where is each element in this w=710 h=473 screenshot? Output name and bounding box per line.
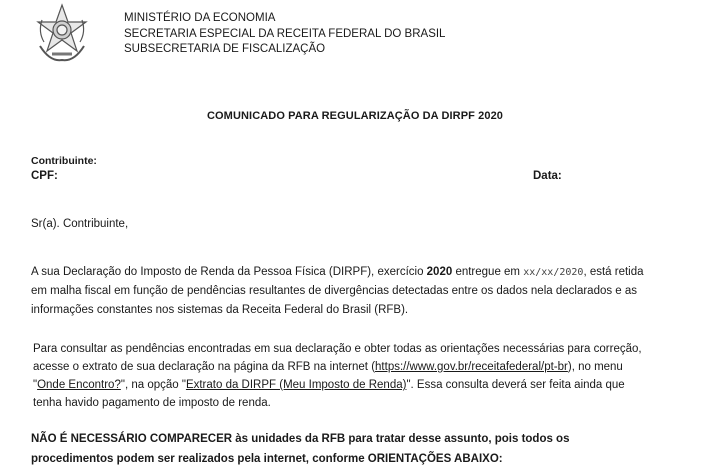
paragraph-instructions: [33, 340, 693, 412]
text-span: ", na opção ": [120, 379, 186, 391]
date-label: Data:: [533, 170, 562, 182]
greeting: Sr(a). Contribuinte,: [31, 218, 129, 230]
cpf-value: [80, 170, 110, 184]
text-span: , está retida: [583, 266, 644, 278]
text-span: A sua Declaração do Imposto de Renda da Pessoa Física (DIRPF), exercício: [31, 266, 427, 278]
text-span: acesse o extrato de sua declaração na página da RFB na internet (: [33, 361, 376, 373]
text-span: entregue em: [452, 266, 524, 278]
paragraph-line: procedimentos podem ser realizados pela internet, conforme ORIENTAÇÕES ABAIXO:: [31, 452, 503, 465]
contribuinte-label: Contribuinte:: [31, 155, 97, 167]
paragraph-line: Para consultar as pendências encontradas em sua declaração e obter todas as orientações necessárias para correção,: [33, 343, 642, 355]
paragraph-line: [31, 263, 691, 282]
ministry-name: MINISTÉRIO DA ECONOMIA: [124, 12, 276, 24]
extrato-dirpf-link[interactable]: Extrato da DIRPF (Meu Imposto de Renda): [185, 379, 407, 391]
submission-date: xx/xx/2020: [523, 267, 584, 278]
paragraph-line: [33, 358, 693, 376]
document-title: COMUNICADO PARA REGULARIZAÇÃO DA DIRPF 2020: [206, 110, 504, 122]
cpf-label: CPF:: [31, 170, 58, 182]
paragraph-line: tenha havido pagamento de imposto de renda.: [33, 397, 271, 409]
paragraph-line: NÃO É NECESSÁRIO COMPARECER às unidades da RFB para tratar desse assunto, pois todos os: [31, 433, 570, 445]
paragraph-notice: [31, 430, 691, 469]
onde-encontro-link[interactable]: Onde Encontro?: [37, 379, 121, 391]
text-span: ". Essa consulta deverá ser feita ainda que: [406, 379, 625, 391]
coat-of-arms-icon: [30, 2, 94, 66]
secretariat-name: SECRETARIA ESPECIAL DA RECEITA FEDERAL DO BRASIL: [124, 27, 446, 40]
paragraph-retention: [31, 263, 691, 320]
subsecretariat-name: SUBSECRETARIA DE FISCALIZAÇÃO: [124, 43, 326, 55]
rfb-website-link[interactable]: https://www.gov.br/receitafederal/pt-br: [375, 361, 568, 373]
paragraph-line: [33, 376, 693, 394]
text-span: ": [33, 379, 38, 391]
organization-header: [124, 11, 445, 58]
exercise-year: 2020: [426, 266, 453, 278]
paragraph-line: em malha fiscal em função de pendências resultantes de divergências detectadas entre os dados nela declarados e as: [31, 285, 638, 297]
paragraph-line: informações constantes nos sistemas da Receita Federal do Brasil (RFB).: [31, 304, 409, 316]
text-span: ), no menu: [567, 361, 623, 373]
